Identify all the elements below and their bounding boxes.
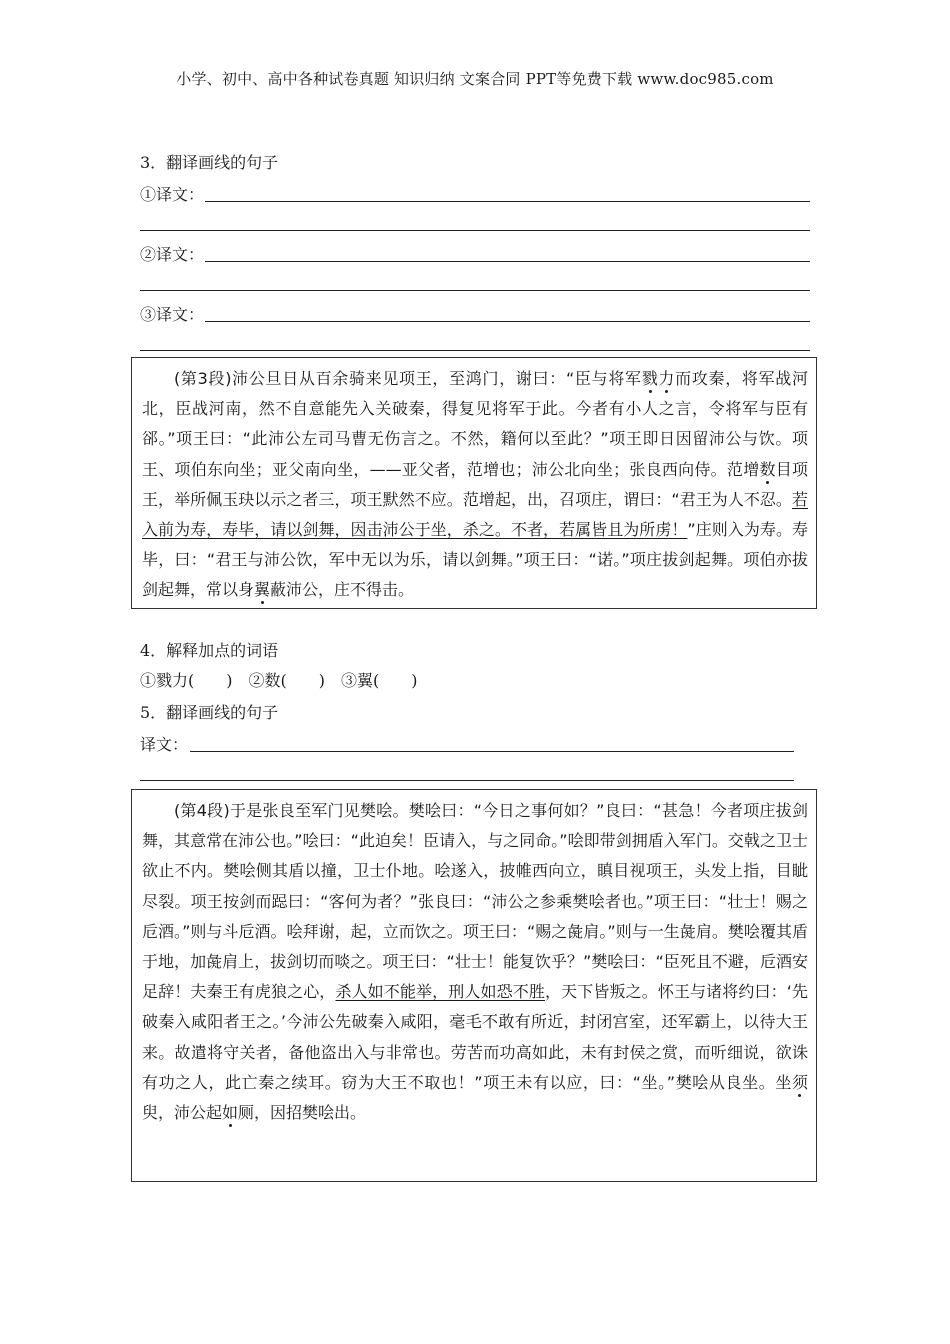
q3-item-3-label: ③译文：: [140, 305, 205, 324]
q3-item-1-label: ①译文：: [140, 185, 205, 204]
q3-item-2-blank[interactable]: [205, 261, 810, 262]
passage-paragraph-4: [131, 789, 817, 1182]
emphasis-dot-char: 数: [759, 459, 776, 479]
underlined-sentence: 若入前为寿，寿毕，请以剑舞，因击沛公于坐，杀之。不者，若属皆且为所虏！: [142, 489, 808, 540]
passage-text-segment: 臾，沛公起: [142, 1103, 223, 1123]
q5-answer-blank[interactable]: [190, 751, 794, 752]
emphasis-dot-char: 戮: [641, 369, 659, 388]
emphasis-dot-char: 力: [658, 369, 676, 388]
q3-item-3-blank[interactable]: [205, 321, 810, 322]
emphasis-dot-char: 如: [222, 1103, 239, 1123]
passage-text-segment: 厕，因招樊哙出。: [238, 1103, 367, 1123]
q3-item-1-blank-line2[interactable]: [140, 230, 810, 231]
emphasis-dot-char: 翼: [254, 580, 271, 600]
passage-text-segment: 目项王，举所佩玉玦以示之者三，项王默然不应。范增起，出，召项庄，谓曰：“君王为人不忍。: [142, 459, 808, 509]
q5-label: 译文：: [140, 735, 189, 754]
passage-text-segment: ”庄则入为寿。寿毕，曰：“君王与沛公饮，军中无以为乐，请以剑舞。”项王曰：“诺。”项庄拔剑起舞。项伯亦拔剑起舞，常以身: [142, 520, 808, 600]
question-4-items: ①戮力( ) ②数( ) ③翼( ): [140, 671, 418, 690]
passage-text-segment: 蔽沛公，庄不得击。: [270, 580, 415, 600]
q3-item-1-blank[interactable]: [205, 201, 810, 202]
passage-text-segment: (第4段)于是张良至军门见樊哙。樊哙曰：“今日之事何如？”良曰：“甚急！今者项庄拔剑舞，其意常在沛公也。”哙曰：“此迫矣！臣请入，与之同命。”哙即带剑拥盾入军门。交戟之卫士欲止不内。樊哙侧其盾以撞，卫士仆地。哙遂入，披帷西向立，瞋目视项王，头发上指，目眦尽裂。项王按剑而跽曰：“客何为者？”张良曰：“沛公之参乘樊哙者也。”项王曰：“壮士！赐之卮酒。”则与斗卮酒。哙拜谢，起，立而饮之。项王曰：“赐之彘肩。”则与一生彘肩。樊哙覆其盾于地，加彘肩上，拔剑切而啖之。项王曰：“壮士！能复饮乎？”樊哙曰：“臣死且不避，卮酒安足辞！夫秦王有虎狼之心，: [142, 801, 808, 1002]
underlined-sentence: 杀人如不能举，刑人如恐不胜: [335, 982, 545, 1002]
question-4-title: 4．解释加点的词语: [140, 641, 279, 660]
emphasis-dot-char: 须: [791, 1072, 808, 1092]
question-5-title: 5．翻译画线的句子: [140, 703, 279, 722]
passage-paragraph-3: [131, 357, 817, 609]
passage-4-text: [142, 796, 808, 1128]
q3-item-2-blank-line2[interactable]: [140, 290, 810, 291]
q3-item-2-label: ②译文：: [140, 245, 205, 264]
question-3-title: 3．翻译画线的句子: [140, 153, 279, 172]
passage-text-segment: ，天下皆叛之。怀王与诸将约曰：‘先破秦入咸阳者王之。’今沛公先破秦入咸阳，毫毛不敢有所近，封闭宫室，还军霸上，以待大王来。故遣将守关者，备他盗出入与非常也。劳苦而功高如此，未有封侯之赏，而听细说，欲诛有功之人，此亡秦之续耳。窃为大王不取也！”项王未有以应，曰：“坐。”樊哙从良坐。坐: [142, 982, 808, 1092]
q3-item-3-blank-line2[interactable]: [140, 350, 810, 351]
page-header: 小学、初中、高中各种试卷真题 知识归纳 文案合同 PPT等免费下载 www.doc985.com: [176, 70, 774, 88]
passage-text-segment: 而攻秦，将军战河北，臣战河南，然不自意能先入关破秦，得复见将军于此。今者有小人之言，令将军与臣有郤。”项王曰：“此沛公左司马曹无伤言之。不然，籍何以至此？”项王即日因留沛公与饮。项王、项伯东向坐；亚父南向坐，——亚父者，范增也；沛公北向坐；张良西向侍。范增: [142, 369, 808, 479]
q5-answer-blank-line2[interactable]: [140, 780, 794, 781]
passage-text-segment: (第3段)沛公旦日从百余骑来见项王，至鸿门，谢曰：“臣与将军: [174, 369, 642, 388]
passage-3-text: [142, 364, 808, 606]
